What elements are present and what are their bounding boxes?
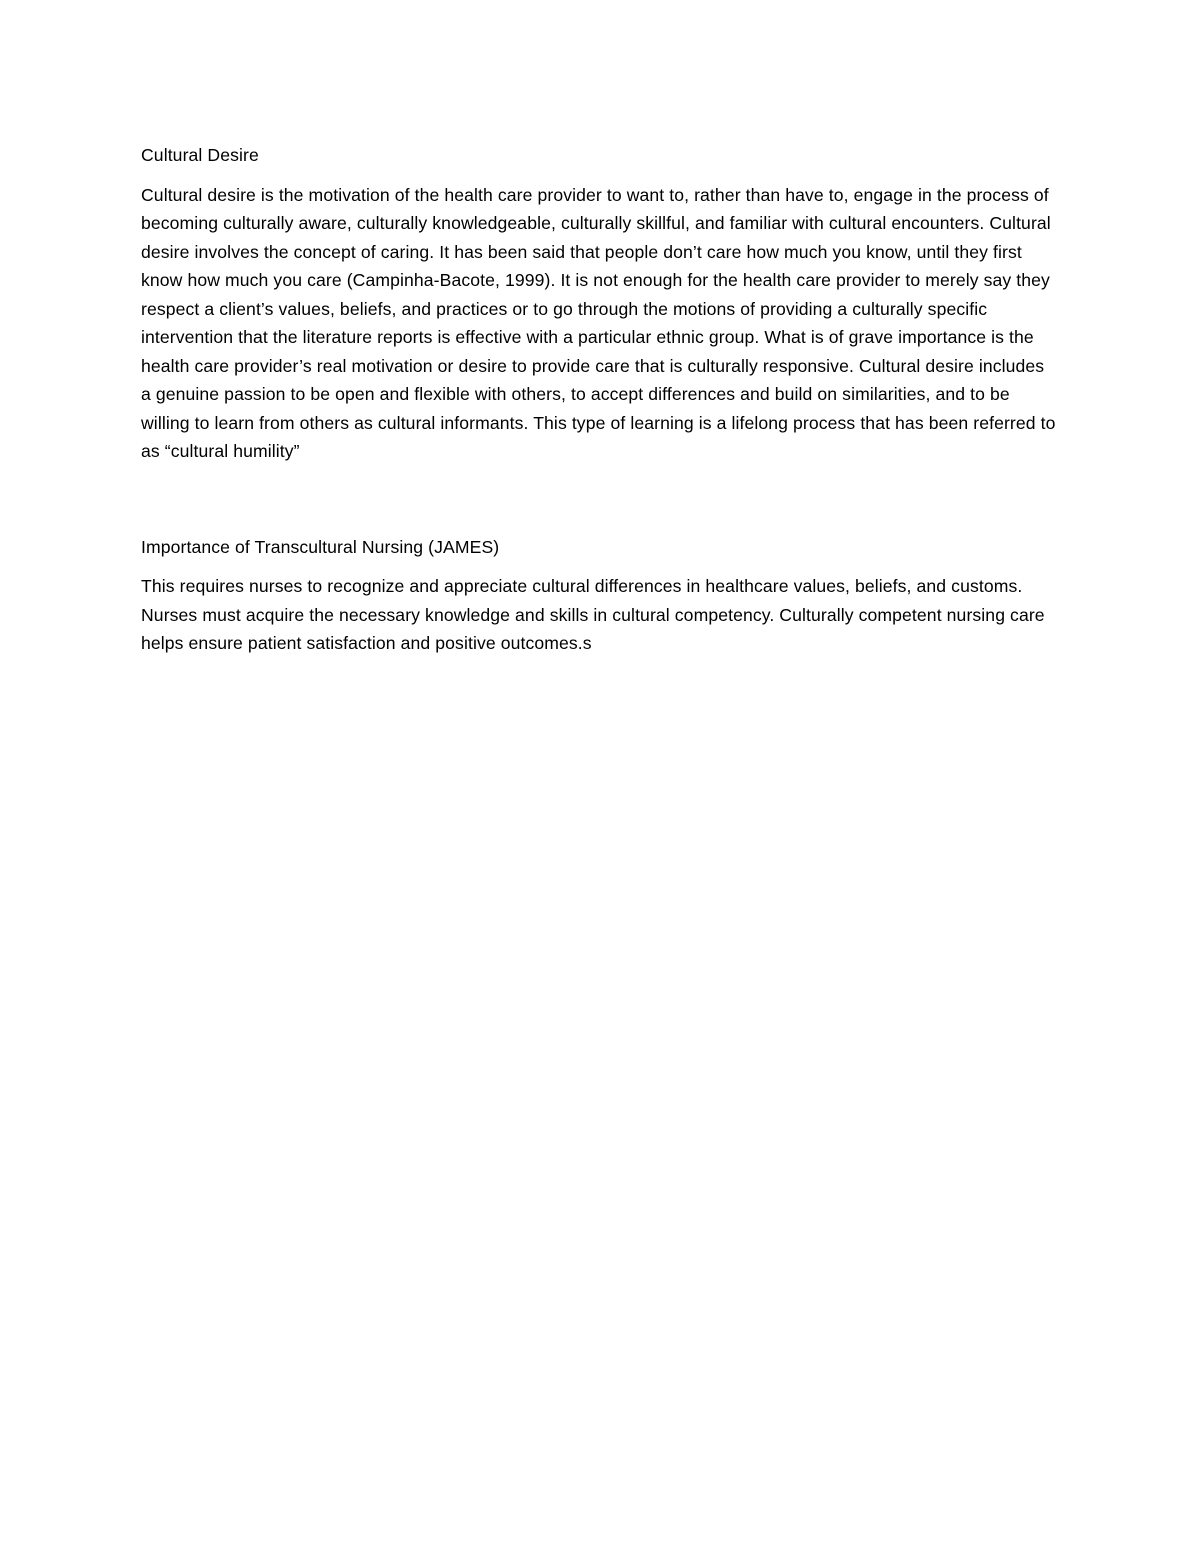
section-paragraph: Cultural desire is the motivation of the health care provider to want to, rather than have to, engage in the process of becoming culturally aware, culturally knowledgeable, culturally skillful, and familiar with cultural encounters. Cultural desire involves the concept of caring. It has been said that people don’t care how much you know, until they first know how much you care (Campinha-Bacote, 1999). It is not enough for the health care provider to merely say they respect a client’s values, beliefs, and practices or to go through the motions of providing a culturally specific intervention that the literature reports is effective with a particular ethnic group. What is of grave importance is the health care provider’s real motivation or desire to provide care that is culturally responsive. Cultural desire includes a genuine passion to be open and flexible with others, to accept differences and build on similarities, and to be willing to learn from others as cultural informants. This type of learning is a lifelong process that has been referred to as “cultural humility” (141, 184, 1056, 461)
section-paragraph: This requires nurses to recognize and appreciate cultural differences in healthcare values, beliefs, and customs. Nurses must acquire the necessary knowledge and skills in cultural competency. Culturally competent nursing care helps ensure patient satisfaction and positive outcomes.s (141, 576, 1045, 653)
section-transcultural-nursing (141, 533, 1059, 658)
document-content (141, 141, 1059, 658)
section-heading: Cultural Desire (141, 145, 259, 165)
section-heading: Importance of Transcultural Nursing (JAMES) (141, 536, 500, 557)
section-cultural-desire (141, 141, 1059, 466)
